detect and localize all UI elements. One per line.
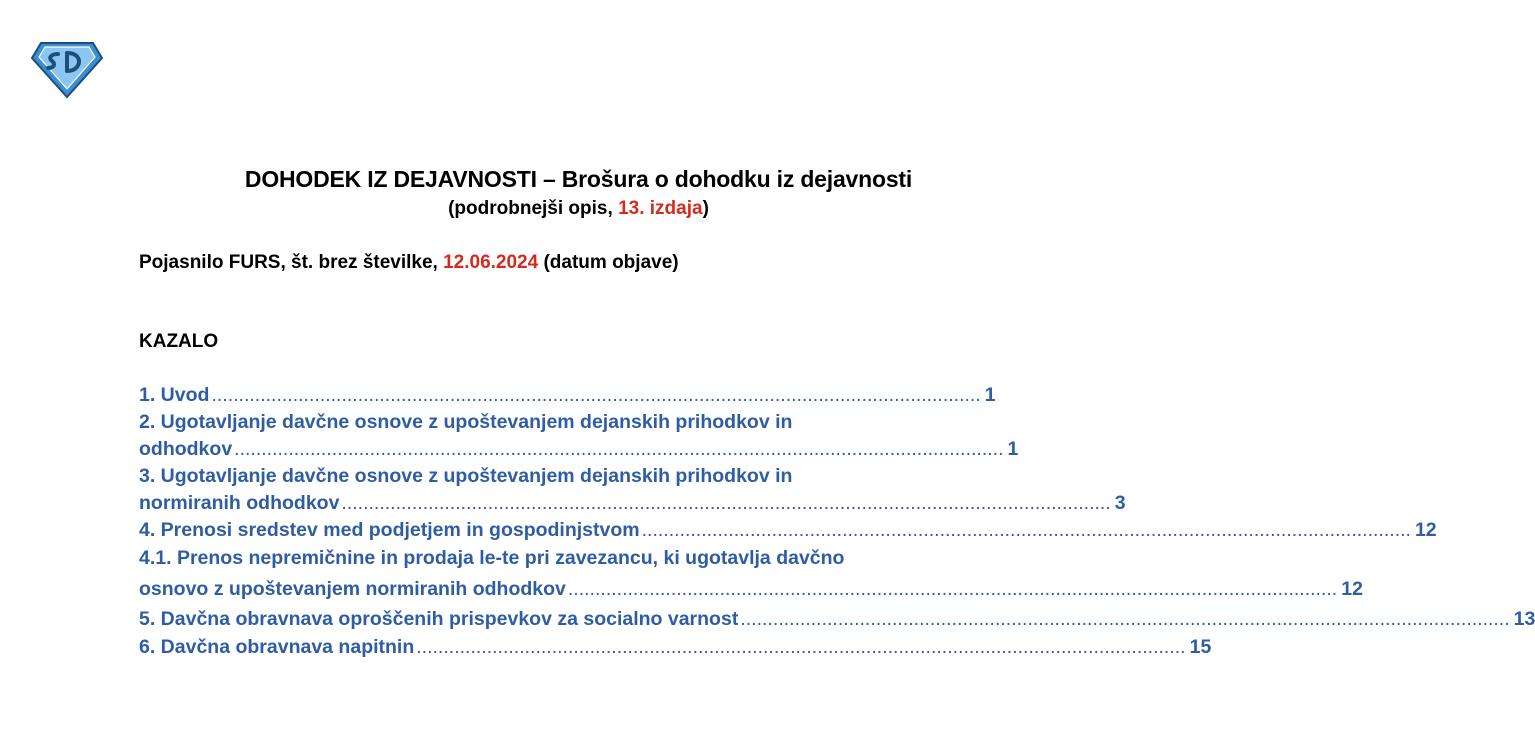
toc-entry-text: 1. Uvod (139, 384, 210, 406)
toc-line (139, 463, 989, 490)
toc-leader-dots: .............................................................................................................................................. (416, 636, 1186, 658)
toc-leader-dots: .............................................................................................................................................. (641, 519, 1411, 541)
publication-date: 12.06.2024 (443, 252, 539, 273)
toc-leader-dots: .............................................................................................................................................. (211, 384, 981, 406)
toc-leader-dots: .............................................................................................................................................. (341, 492, 1111, 514)
toc-page-number: 15 (1189, 636, 1212, 658)
subtitle-prefix: (podrobnejši opis, (448, 198, 619, 219)
toc-entry[interactable] (139, 463, 1126, 517)
explanation-suffix: (datum objave) (538, 252, 679, 273)
toc-entry-text: osnovo z upoštevanjem normiranih odhodkov (139, 578, 566, 600)
toc-heading: KAZALO (139, 331, 219, 352)
toc-line (139, 634, 1212, 661)
toc-entry-text: 4. Prenosi sredstev med podjetjem in gospodinjstvom (139, 519, 640, 541)
toc-entry[interactable] (139, 382, 996, 409)
table-of-contents (139, 382, 1535, 661)
toc-line (139, 573, 1363, 605)
toc-line (139, 409, 989, 436)
toc-entry[interactable] (139, 605, 1535, 634)
toc-page-number: 1 (984, 384, 996, 406)
explanation-prefix: Pojasnilo FURS, št. brez številke, (139, 252, 444, 273)
subtitle-suffix: ) (702, 198, 709, 219)
toc-line (139, 490, 1126, 517)
toc-entry-text: normiranih odhodkov (139, 492, 340, 514)
document-title: DOHODEK IZ DEJAVNOSTI – Brošura o dohodku iz dejavnosti (244, 166, 913, 192)
sd-logo-icon (31, 40, 103, 100)
toc-line (139, 544, 989, 573)
toc-line (139, 382, 996, 409)
explanation-line (139, 252, 679, 274)
toc-page-number: 13 (1513, 608, 1535, 630)
toc-line (139, 517, 1437, 544)
edition-number: 13. izdaja (618, 198, 703, 219)
toc-page-number: 12 (1341, 578, 1363, 600)
toc-page-number: 1 (1007, 438, 1019, 460)
toc-line (139, 605, 1535, 634)
toc-entry[interactable] (139, 517, 1437, 544)
toc-line (139, 436, 1019, 463)
toc-entry-text: 6. Davčna obravnava napitnin (139, 636, 415, 658)
toc-page-number: 12 (1414, 519, 1437, 541)
toc-entry-text: 5. Davčna obravnava oproščenih prispevkov za socialno varnost (139, 608, 739, 630)
toc-entry-text: odhodkov (139, 438, 233, 460)
document-subtitle (0, 198, 1157, 220)
toc-leader-dots: .............................................................................................................................................. (234, 438, 1004, 460)
toc-entry[interactable] (139, 409, 1019, 463)
toc-leader-dots: .............................................................................................................................................. (740, 608, 1510, 630)
toc-entry-text: 4.1. Prenos nepremičnine in prodaja le-te pri zavezancu, ki ugotavlja davčno (139, 547, 845, 569)
toc-page-number: 3 (1114, 492, 1126, 514)
toc-entry-text: 2. Ugotavljanje davčne osnove z upoštevanjem dejanskih prihodkov in (139, 411, 793, 433)
toc-entry[interactable] (139, 544, 1363, 605)
toc-leader-dots: .............................................................................................................................................. (567, 578, 1338, 600)
toc-entry[interactable] (139, 634, 1212, 661)
toc-entry-text: 3. Ugotavljanje davčne osnove z upoštevanjem dejanskih prihodkov in (139, 465, 793, 487)
